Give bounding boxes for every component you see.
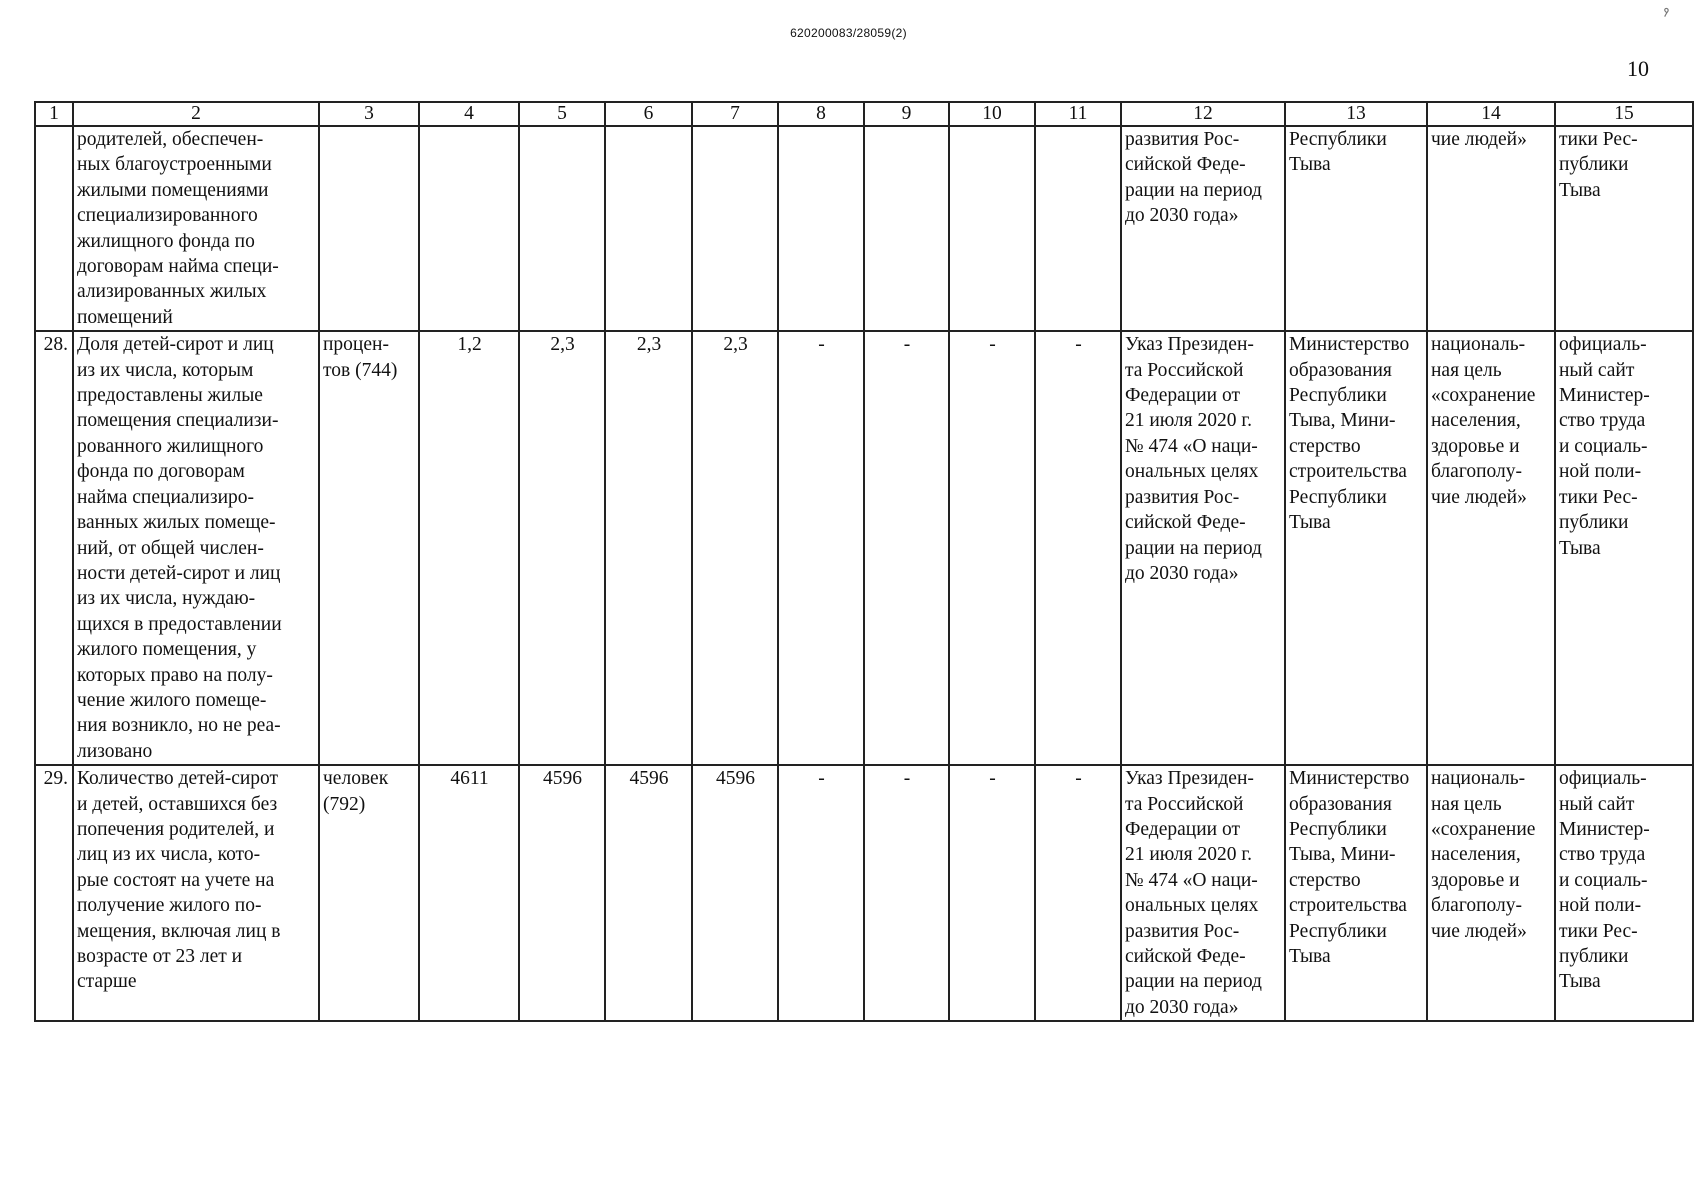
legal-basis-line: Указ Президен- — [1125, 334, 1254, 356]
indicator-name-line: найма специализиро- — [77, 486, 255, 508]
value-col-8 — [778, 126, 864, 331]
indicator-name-line: жилыми помещениями — [77, 179, 269, 201]
value-col-4 — [419, 126, 519, 331]
responsible-executor-line: Республики — [1289, 818, 1387, 840]
legal-basis-line: до 2030 года» — [1125, 996, 1239, 1018]
national-goal-line: националь- — [1431, 334, 1526, 356]
indicator-name-line: получение жилого по- — [77, 895, 262, 917]
responsible-executor-line: Республики — [1289, 129, 1387, 150]
table-row — [35, 331, 1693, 765]
information-source-line: ство труда — [1559, 844, 1646, 866]
national-goal — [1427, 331, 1555, 765]
national-goal-line: чие людей» — [1431, 486, 1527, 508]
legal-basis-line: № 474 «О наци- — [1125, 869, 1258, 891]
legal-basis-line: Указ Президен- — [1125, 768, 1254, 790]
indicator-name-line: родителей, обеспечен- — [77, 129, 264, 150]
responsible-executor-line: Тыва — [1289, 946, 1331, 967]
legal-basis-line: № 474 «О наци- — [1125, 435, 1258, 457]
value-col-5: 2,3 — [519, 331, 605, 765]
national-goal-line: чие людей» — [1431, 920, 1527, 942]
information-source-line: и социаль- — [1559, 435, 1648, 457]
responsible-executor-line: образования — [1289, 793, 1392, 815]
information-source-line: и социаль- — [1559, 869, 1648, 891]
legal-basis-line: ональных целях — [1125, 461, 1259, 483]
column-number-10: 10 — [949, 102, 1035, 126]
responsible-executor-line: Тыва — [1289, 512, 1331, 534]
legal-basis — [1121, 765, 1285, 1021]
information-source-line: Тыва — [1559, 537, 1601, 559]
column-number-11: 11 — [1035, 102, 1121, 126]
national-goal — [1427, 126, 1555, 331]
information-source-line: ной поли- — [1559, 461, 1642, 483]
information-source-line: официаль- — [1559, 768, 1647, 790]
responsible-executor-line: Республики — [1289, 486, 1387, 508]
indicator-name-line: и детей, оставшихся без — [77, 793, 278, 815]
legal-basis-line: Федерации от — [1125, 818, 1240, 840]
indicator-name-line: чение жилого помеще- — [77, 689, 267, 711]
indicator-name-line: ванных жилых помеще- — [77, 512, 276, 534]
value-col-6 — [605, 126, 692, 331]
responsible-executor-line: Тыва, Мини- — [1289, 844, 1396, 866]
column-number-6: 6 — [605, 102, 692, 126]
indicator-name-line: попечения родителей, и — [77, 818, 275, 840]
value-col-11: - — [1035, 765, 1121, 1021]
responsible-executor-line: Республики — [1289, 920, 1387, 942]
information-source-line: тики Рес- — [1559, 129, 1638, 150]
indicator-name-line: которых право на полу- — [77, 664, 273, 686]
unit-of-measure-line: тов (744) — [323, 359, 398, 381]
responsible-executor — [1285, 331, 1427, 765]
national-goal — [1427, 765, 1555, 1021]
national-goal-line: населения, — [1431, 844, 1521, 866]
indicator-name-line: лизовано — [77, 740, 153, 762]
column-number-12: 12 — [1121, 102, 1285, 126]
information-source-line: официаль- — [1559, 334, 1647, 356]
table-row — [35, 765, 1693, 1021]
unit-of-measure-line: человек — [323, 768, 389, 790]
national-goal-line: националь- — [1431, 768, 1526, 790]
value-col-5: 4596 — [519, 765, 605, 1021]
column-number-8: 8 — [778, 102, 864, 126]
indicator-name-line: ных благоустроенными — [77, 154, 272, 176]
value-col-10 — [949, 126, 1035, 331]
legal-basis-line: рации на период — [1125, 971, 1262, 993]
responsible-executor-line: Тыва, Мини- — [1289, 410, 1396, 432]
legal-basis-line: сийской Феде- — [1125, 154, 1246, 176]
legal-basis-line: развития Рос- — [1125, 920, 1240, 942]
column-number-3: 3 — [319, 102, 419, 126]
information-source-line: Тыва — [1559, 179, 1601, 201]
national-goal-line: населения, — [1431, 410, 1521, 432]
information-source-line: Тыва — [1559, 971, 1601, 993]
column-number-row — [35, 102, 1693, 126]
indicator-name-line: помещения специализи- — [77, 410, 279, 432]
value-col-7: 4596 — [692, 765, 778, 1021]
information-source-line: Министер- — [1559, 385, 1650, 407]
legal-basis — [1121, 126, 1285, 331]
unit-of-measure-line: процен- — [323, 334, 389, 356]
indicator-name-line: специализированного — [77, 205, 258, 227]
indicator-name-line: лиц из их числа, кото- — [77, 844, 261, 866]
legal-basis — [1121, 331, 1285, 765]
indicators-table — [34, 101, 1694, 1022]
legal-basis-line: та Российской — [1125, 793, 1244, 815]
responsible-executor-line: Министерство — [1289, 768, 1410, 790]
information-source-line: Министер- — [1559, 818, 1650, 840]
column-number-5: 5 — [519, 102, 605, 126]
indicator-name-line: предоставлены жилые — [77, 385, 263, 407]
table-body — [35, 102, 1693, 1021]
indicator-name — [73, 331, 319, 765]
responsible-executor-line: Республики — [1289, 385, 1387, 407]
information-source — [1555, 126, 1693, 331]
unit-of-measure-line: (792) — [323, 793, 366, 815]
responsible-executor-line: Тыва — [1289, 154, 1331, 176]
legal-basis-line: до 2030 года» — [1125, 562, 1239, 584]
information-source-line: ный сайт — [1559, 359, 1635, 381]
value-col-4: 4611 — [419, 765, 519, 1021]
page-number: 10 — [1627, 56, 1649, 81]
column-number-9: 9 — [864, 102, 949, 126]
indicator-name-line: из их числа, которым — [77, 359, 254, 381]
national-goal-line: благополу- — [1431, 461, 1522, 483]
legal-basis-line: 21 июля 2020 г. — [1125, 844, 1253, 866]
legal-basis-line: та Российской — [1125, 359, 1244, 381]
information-source — [1555, 331, 1693, 765]
value-col-9: - — [864, 765, 949, 1021]
responsible-executor-line: стерство — [1289, 435, 1361, 457]
value-col-8: - — [778, 331, 864, 765]
legal-basis-line: сийской Феде- — [1125, 512, 1246, 534]
legal-basis-line: Федерации от — [1125, 385, 1240, 407]
value-col-5 — [519, 126, 605, 331]
indicator-name-line: рованного жилищного — [77, 435, 264, 457]
value-col-4: 1,2 — [419, 331, 519, 765]
information-source-line: ный сайт — [1559, 793, 1635, 815]
responsible-executor-line: стерство — [1289, 869, 1361, 891]
unit-of-measure — [319, 765, 419, 1021]
responsible-executor — [1285, 126, 1427, 331]
responsible-executor-line: образования — [1289, 359, 1392, 381]
value-col-9 — [864, 126, 949, 331]
column-number-4: 4 — [419, 102, 519, 126]
information-source-line: публики — [1559, 946, 1629, 967]
indicator-name-line: ализированных жилых — [77, 281, 267, 303]
value-col-10: - — [949, 331, 1035, 765]
national-goal-line: чие людей» — [1431, 129, 1527, 150]
information-source-line: ной поли- — [1559, 895, 1642, 917]
indicator-name — [73, 765, 319, 1021]
indicator-name-line: щихся в предоставлении — [77, 613, 282, 635]
information-source-line: публики — [1559, 512, 1629, 534]
indicator-name-line: мещения, включая лиц в — [77, 920, 281, 942]
unit-of-measure — [319, 126, 419, 331]
responsible-executor — [1285, 765, 1427, 1021]
value-col-9: - — [864, 331, 949, 765]
legal-basis-line: 21 июля 2020 г. — [1125, 410, 1253, 432]
responsible-executor-line: строительства — [1289, 461, 1407, 483]
indicator-name — [73, 126, 319, 331]
column-number-2: 2 — [73, 102, 319, 126]
column-number-7: 7 — [692, 102, 778, 126]
legal-basis-line: ональных целях — [1125, 895, 1259, 917]
column-number-15: 15 — [1555, 102, 1693, 126]
column-number-1: 1 — [35, 102, 73, 126]
corner-mark: ۹ — [1658, 3, 1674, 20]
indicator-name-line: жилого помещения, у — [77, 639, 257, 661]
legal-basis-line: рации на период — [1125, 537, 1262, 559]
national-goal-line: здоровье и — [1431, 435, 1520, 457]
indicator-name-line: фонда по договорам — [77, 461, 245, 483]
indicator-name-line: ности детей-сирот и лиц — [77, 562, 281, 584]
value-col-10: - — [949, 765, 1035, 1021]
value-col-11: - — [1035, 331, 1121, 765]
legal-basis-line: рации на период — [1125, 179, 1262, 201]
column-number-14: 14 — [1427, 102, 1555, 126]
responsible-executor-line: строительства — [1289, 895, 1407, 917]
value-col-7 — [692, 126, 778, 331]
national-goal-line: «сохранение — [1431, 818, 1536, 840]
document-id: 620200083/28059(2) — [790, 26, 907, 40]
national-goal-line: благополу- — [1431, 895, 1522, 917]
value-col-6: 4596 — [605, 765, 692, 1021]
national-goal-line: здоровье и — [1431, 869, 1520, 891]
value-col-8: - — [778, 765, 864, 1021]
national-goal-line: «сохранение — [1431, 385, 1536, 407]
value-col-6: 2,3 — [605, 331, 692, 765]
indicator-name-line: Количество детей-сирот — [77, 768, 279, 790]
national-goal-line: ная цель — [1431, 359, 1502, 381]
indicator-name-line: ний, от общей числен- — [77, 537, 264, 559]
table-row — [35, 126, 1693, 331]
column-number-13: 13 — [1285, 102, 1427, 126]
unit-of-measure — [319, 331, 419, 765]
indicator-name-line: возрасте от 23 лет и — [77, 946, 243, 967]
information-source-line: публики — [1559, 154, 1629, 176]
legal-basis-line: сийской Феде- — [1125, 946, 1246, 967]
indicator-name-line: договорам найма специ- — [77, 256, 279, 278]
row-number: 29. — [35, 765, 73, 1021]
national-goal-line: ная цель — [1431, 793, 1502, 815]
information-source-line: тики Рес- — [1559, 486, 1638, 508]
responsible-executor-line: Министерство — [1289, 334, 1410, 356]
indicator-name-line: ния возникло, но не реа- — [77, 715, 281, 737]
indicator-name-line: рые состоят на учете на — [77, 869, 275, 891]
indicator-name-line: Доля детей-сирот и лиц — [77, 334, 274, 356]
legal-basis-line: до 2030 года» — [1125, 205, 1239, 227]
value-col-11 — [1035, 126, 1121, 331]
indicator-name-line: старше — [77, 971, 137, 993]
indicator-name-line: помещений — [77, 306, 173, 328]
information-source — [1555, 765, 1693, 1021]
value-col-7: 2,3 — [692, 331, 778, 765]
indicator-name-line: из их числа, нуждаю- — [77, 588, 256, 610]
indicator-name-line: жилищного фонда по — [77, 230, 255, 252]
information-source-line: тики Рес- — [1559, 920, 1638, 942]
information-source-line: ство труда — [1559, 410, 1646, 432]
legal-basis-line: развития Рос- — [1125, 129, 1240, 150]
legal-basis-line: развития Рос- — [1125, 486, 1240, 508]
row-number — [35, 126, 73, 331]
row-number: 28. — [35, 331, 73, 765]
